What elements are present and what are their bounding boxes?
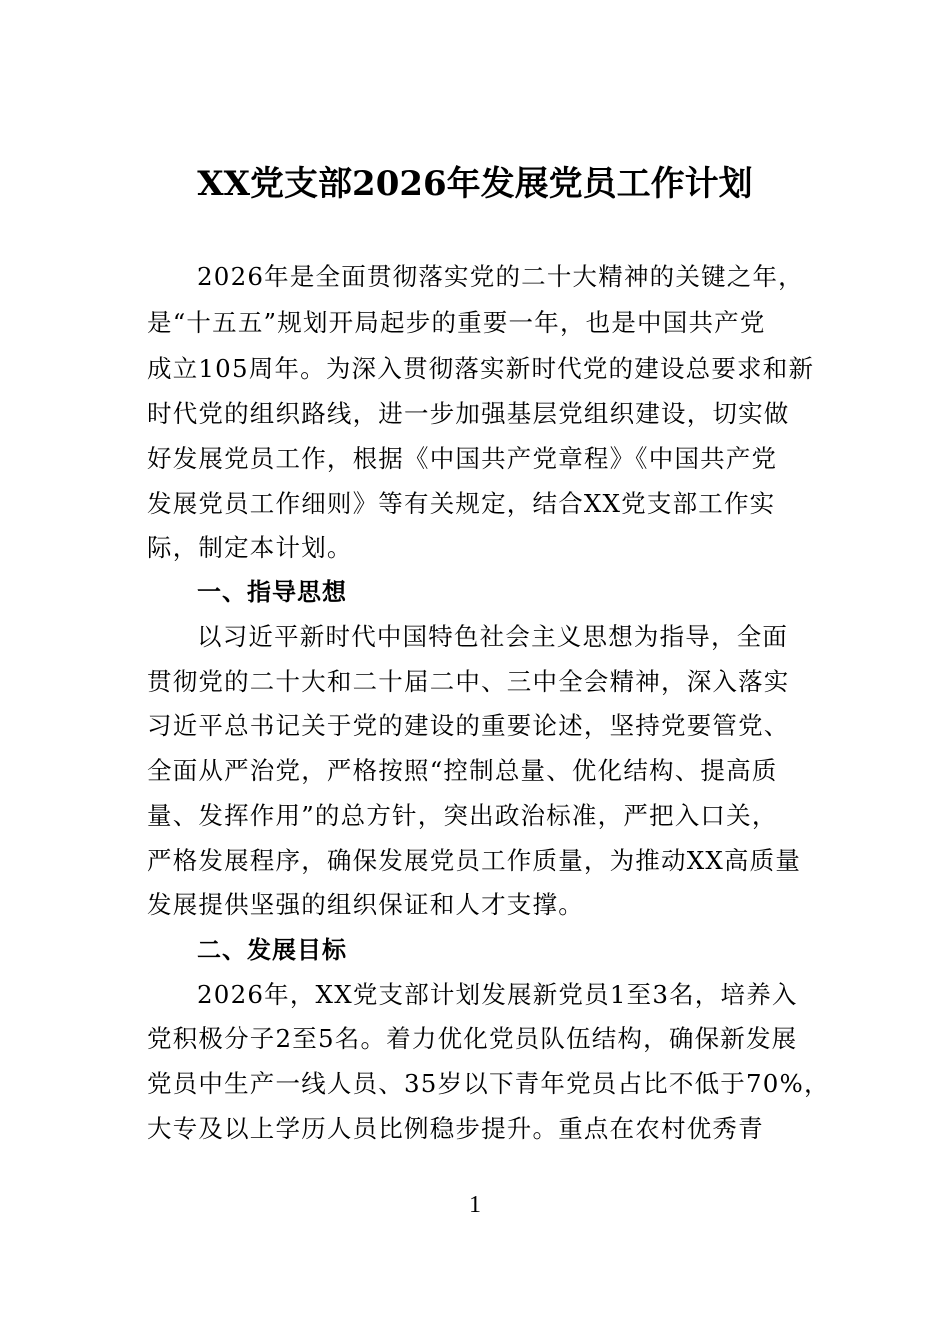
intro-line-7: 际，制定本计划。: [147, 533, 353, 562]
page-number: 1: [469, 1192, 481, 1218]
section1-line-3: 习近平总书记关于党的建设的重要论述，坚持党要管党、: [147, 711, 790, 740]
section2-line-1: 2026年，XX党支部计划发展新党员1至3名，培养入: [197, 980, 798, 1009]
intro-line-4: 时代党的组织路线，进一步加强基层党组织建设，切实做: [147, 399, 790, 428]
section1-line-2: 贯彻党的二十大和二十届二中、三中全会精神，深入落实: [147, 667, 790, 696]
intro-line-2: 是“十五五”规划开局起步的重要一年，也是中国共产党: [147, 308, 766, 337]
intro-line-5: 好发展党员工作，根据《中国共产党章程》《中国共产党: [147, 444, 778, 473]
intro-line-1: 2026年是全面贯彻落实党的二十大精神的关键之年，: [197, 262, 804, 291]
intro-line-6: 发展党员工作细则》等有关规定，结合XX党支部工作实: [147, 489, 776, 518]
section1-line-7: 发展提供坚强的组织保证和人才支撑。: [147, 890, 584, 919]
document-title: XX党支部2026年发展党员工作计划: [197, 164, 753, 204]
intro-line-3: 成立105周年。为深入贯彻落实新时代党的建设总要求和新: [147, 354, 815, 383]
section-heading-development-goals: 二、发展目标: [197, 936, 347, 964]
section2-line-3: 党员中生产一线人员、35岁以下青年党员占比不低于70%，: [147, 1069, 830, 1098]
section1-line-5: 量、发挥作用”的总方针，突出政治标准，严把入口关，: [147, 801, 778, 830]
section1-line-1: 以习近平新时代中国特色社会主义思想为指导，全面: [197, 622, 789, 651]
section2-line-2: 党积极分子2至5名。着力优化党员队伍结构，确保新发展: [147, 1024, 798, 1053]
section-heading-guiding-ideology: 一、指导思想: [197, 578, 347, 606]
section1-line-6: 严格发展程序，确保发展党员工作质量，为推动XX高质量: [147, 846, 802, 875]
section2-line-4: 大专及以上学历人员比例稳步提升。重点在农村优秀青: [147, 1114, 764, 1143]
section1-line-4: 全面从严治党，严格按照“控制总量、优化结构、提高质: [147, 756, 778, 785]
